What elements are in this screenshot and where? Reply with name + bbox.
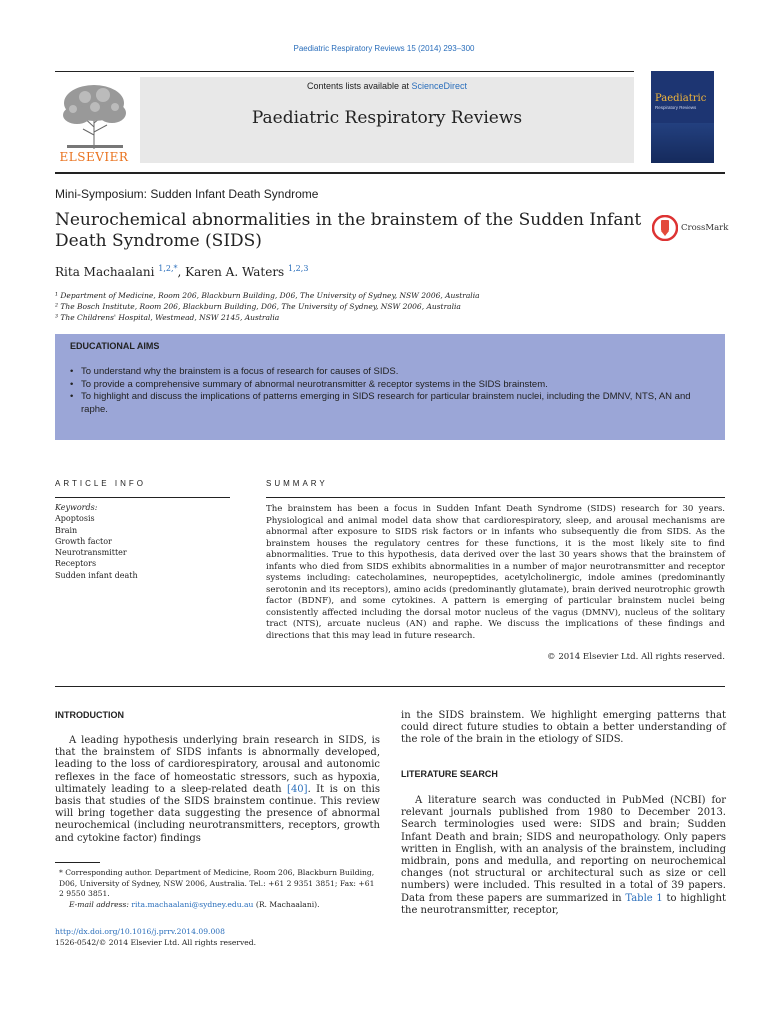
contents-prefix: Contents lists available at bbox=[306, 81, 412, 91]
cover-title-line2: Respiratory Reviews bbox=[655, 105, 697, 110]
crossmark-label: CrossMark bbox=[681, 223, 729, 233]
affiliation-item: ² The Bosch Institute, Room 206, Blackburn Building, D06, The University of Sydney, NSW 2006, Australia bbox=[55, 302, 461, 311]
keyword-item: Growth factor bbox=[55, 536, 112, 546]
introduction-heading: INTRODUCTION bbox=[55, 710, 124, 720]
educational-aims-list bbox=[70, 366, 720, 416]
sciencedirect-link[interactable]: ScienceDirect bbox=[411, 81, 468, 91]
keyword-item: Brain bbox=[55, 525, 78, 535]
author-separator: , bbox=[177, 265, 186, 279]
journal-citation[interactable]: Paediatric Respiratory Reviews 15 (2014) 293–300 bbox=[293, 44, 475, 53]
introduction-paragraph bbox=[55, 735, 380, 845]
literature-search-paragraph bbox=[401, 795, 726, 917]
literature-text: A literature search was conducted in PubMed (NCBI) for relevant journals published from 1980 to December 2013. Search terminologies used were: SIDS and brain; Sudden Infant Death and brain; SIDS and neuropathology. Only papers written in English, with an analysis of the brainstem, including midbrain, pons and medulla, and reporting on neurochemical changes (not structural or architectural such as size or cell numbers) were included. This resulted in a total of 39 papers. Data from these papers are summarized in bbox=[401, 795, 726, 904]
cover-title-line1: Paediatric bbox=[655, 93, 707, 104]
summary-heading: SUMMARY bbox=[266, 479, 328, 488]
reference-link[interactable]: [40] bbox=[287, 783, 308, 795]
intro-text: . It is on this basis that studies of the SIDS brainstem continue. This review will bring together data suggesting the presence of abnormal neurochemical (including neurotransmitters, receptors, growth and cytokine factor) findings bbox=[55, 783, 381, 844]
email-suffix: (R. Machaalani). bbox=[253, 899, 320, 909]
journal-cover-image[interactable] bbox=[651, 71, 714, 163]
journal-title[interactable]: Paediatric Respiratory Reviews bbox=[251, 108, 523, 128]
article-info-heading: ARTICLE INFO bbox=[55, 479, 146, 488]
corresponding-author-text: * Corresponding author. Department of Medicine, Room 206, Blackburn Building, D06, University of Sydney, NSW 2006, Australia. Tel.: +61 2 9351 3851; Fax: +61 2 9550 3851. bbox=[59, 868, 375, 898]
summary-copyright: © 2014 Elsevier Ltd. All rights reserved. bbox=[547, 652, 725, 662]
article-info-rule bbox=[55, 497, 230, 498]
email-link[interactable]: rita.machaalani@sydney.edu.au bbox=[131, 899, 254, 909]
keyword-item: Apoptosis bbox=[55, 514, 95, 524]
affiliations bbox=[55, 290, 480, 323]
literature-search-heading: LITERATURE SEARCH bbox=[401, 769, 498, 779]
affiliation-item: ¹ Department of Medicine, Room 206, Blackburn Building, D06, The University of Sydney, NSW 2006, Australia bbox=[55, 291, 480, 300]
keyword-item: Neurotransmitter bbox=[55, 548, 127, 558]
aim-item: • To provide a comprehensive summary of abnormal neurotransmitter & receptor systems in the SIDS brainstem. bbox=[70, 379, 720, 392]
affiliation-item: ³ The Childrens' Hospital, Westmead, NSW 2145, Australia bbox=[55, 313, 280, 322]
author-affiliation-link[interactable]: 1,2,* bbox=[158, 264, 178, 273]
author-name: Karen A. Waters bbox=[185, 265, 285, 279]
corresponding-author-footnote bbox=[55, 868, 380, 910]
literature-text: to highlight the neurotransmitter, receptor, bbox=[401, 892, 726, 916]
footnote-rule bbox=[55, 862, 100, 863]
author-name: Rita Machaalani bbox=[55, 265, 155, 279]
educational-aims-title: EDUCATIONAL AIMS bbox=[70, 341, 160, 351]
abstract-bottom-rule bbox=[55, 686, 725, 687]
email-label: E-mail address: bbox=[69, 899, 132, 909]
introduction-continued: in the SIDS brainstem. We highlight emerging patterns that could direct future studies to obtain a better understanding of the role of the brain in the etiology of SIDS. bbox=[401, 710, 726, 746]
crossmark-badge[interactable] bbox=[652, 215, 728, 241]
author-list bbox=[55, 264, 308, 279]
author-affiliation-link[interactable]: 1,2,3 bbox=[288, 264, 309, 273]
keyword-item: Receptors bbox=[55, 559, 97, 569]
summary-text: The brainstem has been a focus in Sudden Infant Death Syndrome (SIDS) research for 30 years. Physiological and animal model data show that cardiorespiratory, sleep, and arousal mechanisms are abnormal after exposure to SIDS risk factors or in infants who subsequently die from SIDS. As the brainstem houses the regulatory centres for these functions, it is the most likely site to find abnormalities. True to this hypothesis, data derived over the last 30 years shows that the brainstem of infants who died from SIDS exhibits abnormalities in a number of major neurotransmitter and receptor systems including: catecholamines, neuropeptides, acetylcholinergic, indole amines (predominantly serotonin and its receptors), amino acids (predominantly glutamate), brain derived neurotrophic growth factor (BDNF), and some cytokines. A pattern is emerging of particular brainstem nuclei being consistently affected including the dorsal motor nucleus of the vagus (DMNV), nucleus of the solitary tract (NTS), arcuate nucleus (AN) and raphe. We discuss the implications of these findings and directions that this may lead in future research. bbox=[266, 504, 725, 641]
aim-item: • To understand why the brainstem is a focus of research for causes of SIDS. bbox=[70, 366, 720, 379]
aim-item: • To highlight and discuss the implications of patterns emerging in SIDS research for particular brainstem nuclei, including the DMNV, NTS, AN and raphe. bbox=[70, 391, 720, 416]
contents-line bbox=[140, 81, 634, 91]
doi-block bbox=[55, 927, 256, 948]
doi-link[interactable]: http://dx.doi.org/10.1016/j.prrv.2014.09.008 bbox=[55, 927, 225, 936]
crossmark-icon bbox=[652, 215, 678, 241]
cover-artwork bbox=[651, 123, 714, 163]
article-title: Neurochemical abnormalities in the brainstem of the Sudden Infant Death Syndrome (SIDS) bbox=[55, 210, 642, 251]
email-line bbox=[55, 900, 380, 911]
issn-line: 1526-0542/© 2014 Elsevier Ltd. All rights reserved. bbox=[55, 937, 257, 947]
elsevier-logo[interactable] bbox=[55, 77, 133, 163]
symposium-label: Mini-Symposium: Sudden Infant Death Syndrome bbox=[55, 187, 319, 201]
keywords-list bbox=[55, 502, 138, 581]
keywords-label: Keywords: bbox=[55, 503, 98, 512]
header-top-rule bbox=[55, 71, 634, 72]
table-1-link[interactable]: Table 1 bbox=[625, 892, 663, 904]
header-bottom-rule bbox=[55, 172, 725, 174]
summary-rule bbox=[266, 497, 725, 498]
elsevier-wordmark: ELSEVIER bbox=[59, 150, 129, 164]
intro-text: A leading hypothesis underlying brain research in SIDS, is that the brainstem of SIDS infants is abnormally developed, leading to the loss of cardiorespiratory, arousal and autonomic reflexes in the face of homeostatic stressors, such as hypoxia, ultimately leading to a sleep-related death bbox=[55, 735, 380, 795]
keyword-item: Sudden infant death bbox=[55, 570, 138, 580]
